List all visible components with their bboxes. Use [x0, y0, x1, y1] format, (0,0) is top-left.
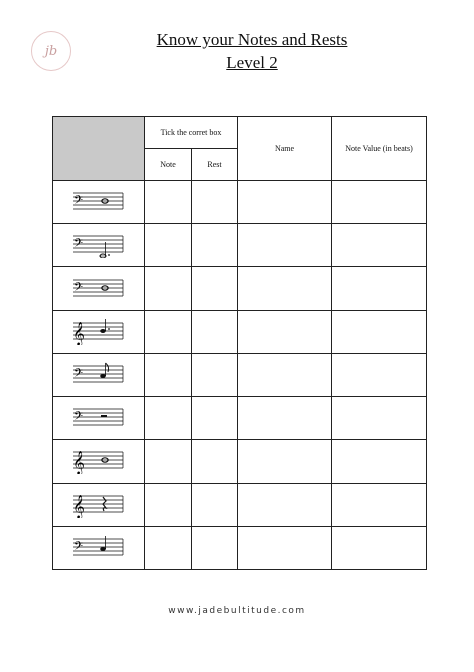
- value-answer-cell[interactable]: [332, 526, 427, 569]
- svg-text:𝄢: 𝄢: [73, 539, 83, 556]
- value-answer-cell[interactable]: [332, 224, 427, 267]
- rest-checkbox[interactable]: [192, 181, 238, 224]
- music-example: [53, 353, 145, 396]
- note-checkbox[interactable]: [145, 310, 192, 353]
- tick-header: Tick the corret box: [145, 117, 238, 149]
- bass-clef-staff: [73, 535, 125, 561]
- rest-checkbox[interactable]: [192, 483, 238, 526]
- music-example: [53, 526, 145, 569]
- logo-text: jb: [44, 43, 58, 59]
- table-row: [53, 224, 427, 267]
- music-example: [53, 397, 145, 440]
- svg-text:𝄞: 𝄞: [72, 493, 85, 518]
- name-answer-cell[interactable]: [238, 224, 332, 267]
- value-answer-cell[interactable]: [332, 397, 427, 440]
- rest-checkbox[interactable]: [192, 440, 238, 483]
- page-subtitle: Level 2: [226, 53, 278, 72]
- treble-clef-staff: [73, 319, 125, 345]
- bass-clef-staff: [73, 405, 125, 431]
- music-example: [53, 310, 145, 353]
- value-header: Note Value (in beats): [332, 117, 427, 181]
- rest-checkbox[interactable]: [192, 526, 238, 569]
- name-answer-cell[interactable]: [238, 483, 332, 526]
- svg-text:𝄞: 𝄞: [72, 320, 85, 345]
- bass-clef-staff: [73, 232, 125, 258]
- music-example: [53, 483, 145, 526]
- rest-header: Rest: [192, 149, 238, 181]
- svg-text:𝄞: 𝄞: [72, 450, 85, 475]
- table-row: [53, 181, 427, 224]
- table-row: [53, 310, 427, 353]
- note-checkbox[interactable]: [145, 353, 192, 396]
- table-row: [53, 397, 427, 440]
- value-answer-cell[interactable]: [332, 353, 427, 396]
- svg-text:𝄢: 𝄢: [73, 367, 83, 383]
- value-answer-cell[interactable]: [332, 483, 427, 526]
- name-answer-cell[interactable]: [238, 181, 332, 224]
- note-checkbox[interactable]: [145, 526, 192, 569]
- name-answer-cell[interactable]: [238, 526, 332, 569]
- music-example: [53, 181, 145, 224]
- name-answer-cell[interactable]: [238, 353, 332, 396]
- svg-text:𝄢: 𝄢: [73, 280, 83, 297]
- table-row: [53, 526, 427, 569]
- name-answer-cell[interactable]: [238, 440, 332, 483]
- note-checkbox[interactable]: [145, 440, 192, 483]
- note-header: Note: [145, 149, 192, 181]
- header-corner: [53, 117, 145, 181]
- name-answer-cell[interactable]: [238, 267, 332, 310]
- rest-checkbox[interactable]: [192, 397, 238, 440]
- footer-url: www.jadebultitude.com: [168, 606, 306, 616]
- name-header: Name: [238, 117, 332, 181]
- bass-clef-staff: [73, 276, 125, 302]
- name-answer-cell[interactable]: [238, 397, 332, 440]
- value-answer-cell[interactable]: [332, 440, 427, 483]
- value-answer-cell[interactable]: [332, 181, 427, 224]
- note-checkbox[interactable]: [145, 224, 192, 267]
- rest-checkbox[interactable]: [192, 310, 238, 353]
- table-row: [53, 440, 427, 483]
- value-answer-cell[interactable]: [332, 267, 427, 310]
- rest-checkbox[interactable]: [192, 353, 238, 396]
- note-checkbox[interactable]: [145, 397, 192, 440]
- worksheet-table: [52, 116, 427, 570]
- music-example: [53, 440, 145, 483]
- svg-text:𝄢: 𝄢: [73, 237, 83, 254]
- table-row: [53, 267, 427, 310]
- note-checkbox[interactable]: [145, 181, 192, 224]
- note-checkbox[interactable]: [145, 267, 192, 310]
- svg-text:𝄢: 𝄢: [73, 410, 83, 427]
- treble-clef-staff: [73, 448, 125, 474]
- treble-clef-staff: [73, 492, 125, 518]
- rest-checkbox[interactable]: [192, 267, 238, 310]
- music-example: [53, 267, 145, 310]
- bass-clef-staff: [73, 362, 125, 388]
- table-row: [53, 353, 427, 396]
- name-answer-cell[interactable]: [238, 310, 332, 353]
- music-example: [53, 224, 145, 267]
- rest-checkbox[interactable]: [192, 224, 238, 267]
- note-checkbox[interactable]: [145, 483, 192, 526]
- bass-clef-staff: [73, 189, 125, 215]
- table-row: [53, 483, 427, 526]
- value-answer-cell[interactable]: [332, 310, 427, 353]
- page-title: Know your Notes and Rests: [156, 30, 348, 49]
- svg-text:𝄢: 𝄢: [73, 194, 83, 211]
